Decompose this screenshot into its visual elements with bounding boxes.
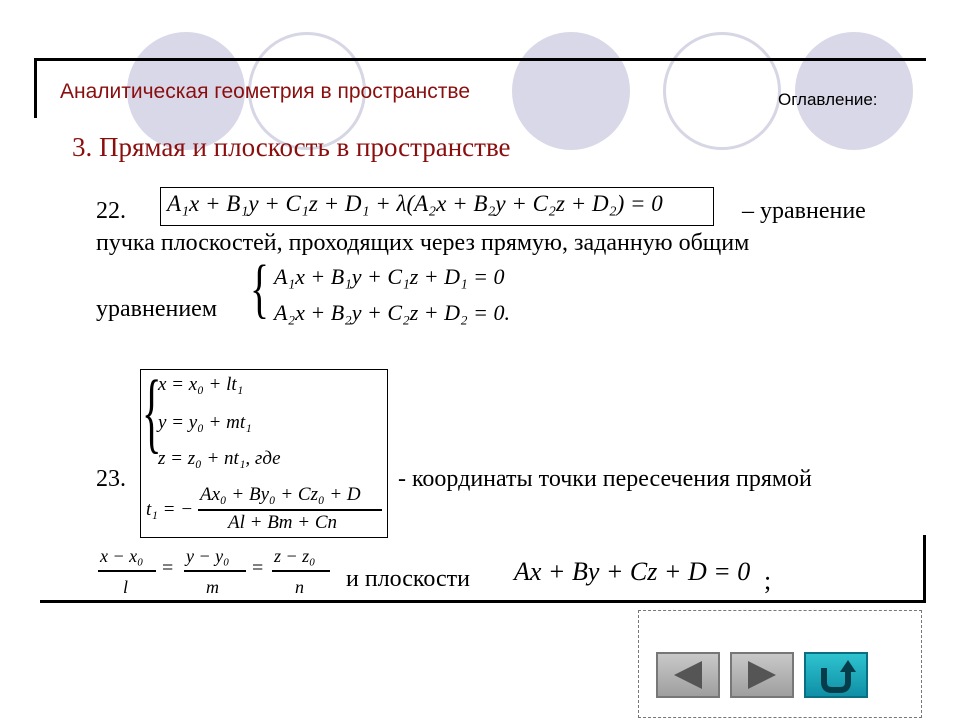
decor-circle-4	[663, 32, 781, 150]
triangle-right-icon	[732, 654, 792, 696]
item23-param-z: z = z₀ + nt₁, где	[158, 448, 281, 469]
item23-param-x: x = x₀ + lt₁	[158, 374, 244, 395]
canon-eq-1: =	[162, 557, 174, 579]
item23-brace: {	[142, 363, 162, 462]
item23-description: - координаты точки пересечения прямой	[398, 466, 812, 492]
triangle-left-icon	[658, 654, 718, 696]
plane-equation: Ax + By + Cz + D = 0	[514, 557, 751, 586]
item23-t-numerator: Ax₀ + By₀ + Cz₀ + D	[200, 484, 361, 505]
item23-number: 23.	[96, 466, 126, 492]
canon-num-1: x − x₀	[100, 546, 144, 566]
canon-den-1: l	[123, 577, 129, 597]
section-title: 3. Прямая и плоскость в пространстве	[72, 132, 511, 162]
item22-system-eq2: A₂x + B₂y + C₂z + D₂ = 0.	[274, 300, 511, 325]
canon-bar-3	[272, 570, 330, 572]
item23-param-y: y = y₀ + mt₁	[158, 412, 252, 433]
next-slide-button[interactable]	[730, 652, 794, 698]
canon-bar-2	[184, 570, 246, 572]
item22-number: 22.	[96, 198, 126, 224]
item23-t-fraction-bar	[198, 509, 382, 511]
canon-bar-1	[98, 570, 156, 572]
return-button[interactable]	[804, 652, 868, 698]
canon-den-3: n	[295, 577, 304, 597]
toc-link[interactable]: Оглавление:	[778, 90, 878, 109]
canon-num-2: y − y₀	[186, 546, 230, 566]
decor-circle-3	[512, 32, 630, 150]
item22-dash-text: – уравнение	[742, 198, 866, 224]
item22-system-eq1: A₁x + B₁y + C₁z + D₁ = 0	[274, 264, 505, 289]
canon-eq-2: =	[252, 557, 264, 579]
and-plane-text: и плоскости	[346, 566, 470, 592]
item22-line2: пучка плоскостей, проходящих через прямую, заданную общим	[96, 230, 750, 256]
item22-line3: уравнением	[96, 296, 218, 322]
frame-top-line	[36, 58, 926, 61]
item22-formula: A₁x + B₁y + C₁z + D₁ + λ(A₂x + B₂y + C₂z + D₂) = 0	[167, 191, 663, 216]
item23-t-denominator: Al + Bm + Cn	[228, 512, 338, 533]
frame-left-line	[34, 58, 37, 118]
canon-den-2: m	[206, 577, 219, 597]
header-title: Аналитическая геометрия в пространстве	[60, 80, 470, 103]
plane-semicolon: ;	[764, 566, 772, 595]
canon-num-3: z − z₀	[274, 546, 316, 566]
item23-t-lhs: t₁ = −	[146, 499, 194, 520]
frame-bottom-line	[40, 600, 926, 603]
frame-right-line	[923, 535, 926, 603]
item22-brace: {	[250, 252, 270, 325]
prev-slide-button[interactable]	[656, 652, 720, 698]
return-arrow-icon	[806, 654, 866, 696]
